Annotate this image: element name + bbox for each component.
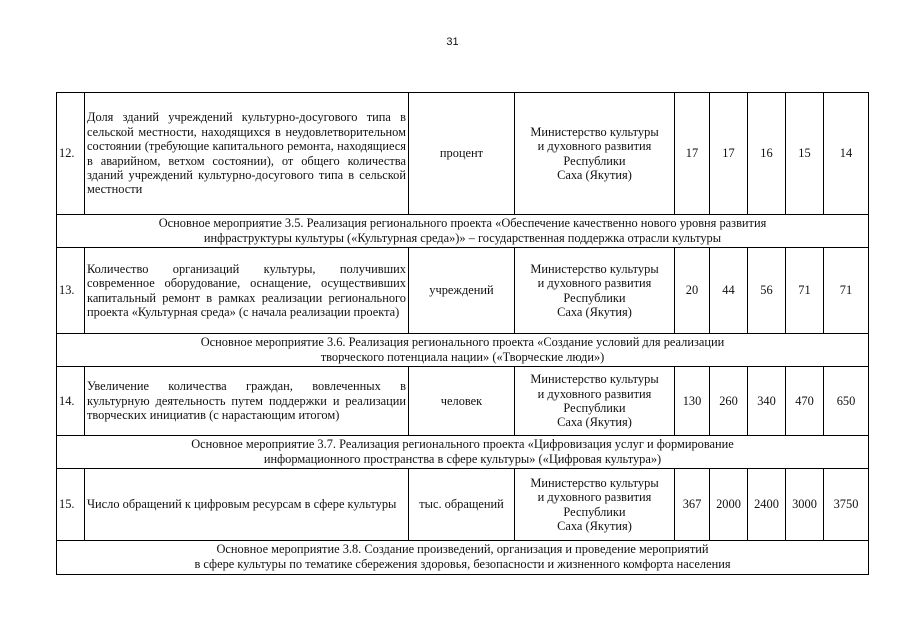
- value-cell: 71: [786, 248, 824, 334]
- unit-cell: учреждений: [409, 248, 515, 334]
- section-heading: [57, 334, 869, 367]
- value-cell: 44: [710, 248, 748, 334]
- section-heading-line: творческого потенциала нации» («Творческие люди»): [320, 350, 605, 364]
- unit-cell: человек: [409, 367, 515, 436]
- value-cell: 2000: [710, 469, 748, 541]
- table-row: [57, 248, 869, 334]
- value-cell: 260: [710, 367, 748, 436]
- section-row: [57, 215, 869, 248]
- value-cell: 340: [748, 367, 786, 436]
- value-cell: 130: [675, 367, 710, 436]
- row-number: 15.: [57, 469, 85, 541]
- row-number: 12.: [57, 93, 85, 215]
- value-cell: 17: [710, 93, 748, 215]
- value-cell: 56: [748, 248, 786, 334]
- value-cell: 15: [786, 93, 824, 215]
- section-heading: [57, 541, 869, 575]
- section-heading-line: в сфере культуры по тематике сбережения здоровья, безопасности и жизненного комфорта населения: [194, 557, 731, 571]
- indicator-name: Доля зданий учреждений культурно-досугового типа в сельской местности, находящихся в неудовлетворительном состоянии (требующие капитального ремонта, находящиеся в аварийном, ветхом состоянии), от общего количества зданий учреждений культурно-досугового типа в сельской местности: [85, 93, 409, 215]
- indicator-name: Количество организаций культуры, получивших современное оборудование, оснащение, осуществивших капитальный ремонт в рамках реализации регионального проекта «Культурная среда» (с начала реализации проекта): [85, 248, 409, 334]
- indicator-name: Увеличение количества граждан, вовлеченных в культурную деятельность путем поддержки и реализации творческих инициатив (с нарастающим итогом): [85, 367, 409, 436]
- responsible-cell: Министерство культуры и духовного развития Республики Саха (Якутия): [515, 469, 675, 541]
- value-cell: 3000: [786, 469, 824, 541]
- value-cell: 3750: [824, 469, 869, 541]
- value-cell: 16: [748, 93, 786, 215]
- table-row: [57, 469, 869, 541]
- section-row: [57, 541, 869, 575]
- value-cell: 17: [675, 93, 710, 215]
- responsible-cell: Министерство культуры и духовного развития Республики Саха (Якутия): [515, 367, 675, 436]
- value-cell: 470: [786, 367, 824, 436]
- indicator-name: Число обращений к цифровым ресурсам в сфере культуры: [85, 469, 409, 541]
- section-heading: [57, 436, 869, 469]
- value-cell: 14: [824, 93, 869, 215]
- section-heading: [57, 215, 869, 248]
- section-row: [57, 334, 869, 367]
- page-number: 31: [446, 36, 459, 48]
- row-number: 13.: [57, 248, 85, 334]
- section-heading-line: Основное мероприятие 3.7. Реализация регионального проекта «Цифровизация услуг и формирование: [191, 437, 734, 451]
- section-heading-line: инфраструктуры культуры («Культурная среда»)» – государственная поддержка отрасли культуры: [203, 231, 722, 245]
- section-heading-line: Основное мероприятие 3.5. Реализация регионального проекта «Обеспечение качественно нового уровня развития: [158, 216, 767, 230]
- indicators-table: [56, 92, 869, 575]
- value-cell: 2400: [748, 469, 786, 541]
- table-row: [57, 93, 869, 215]
- responsible-cell: Министерство культуры и духовного развития Республики Саха (Якутия): [515, 93, 675, 215]
- value-cell: 20: [675, 248, 710, 334]
- section-heading-line: Основное мероприятие 3.6. Реализация регионального проекта «Создание условий для реализации: [200, 335, 725, 349]
- unit-cell: тыс. обращений: [409, 469, 515, 541]
- value-cell: 367: [675, 469, 710, 541]
- section-heading-line: Основное мероприятие 3.8. Создание произведений, организация и проведение мероприятий: [216, 542, 709, 556]
- section-heading-line: информационного пространства в сфере культуры» («Цифровая культура»): [263, 452, 662, 466]
- section-row: [57, 436, 869, 469]
- value-cell: 71: [824, 248, 869, 334]
- unit-cell: процент: [409, 93, 515, 215]
- row-number: 14.: [57, 367, 85, 436]
- value-cell: 650: [824, 367, 869, 436]
- responsible-cell: Министерство культуры и духовного развития Республики Саха (Якутия): [515, 248, 675, 334]
- table-row: [57, 367, 869, 436]
